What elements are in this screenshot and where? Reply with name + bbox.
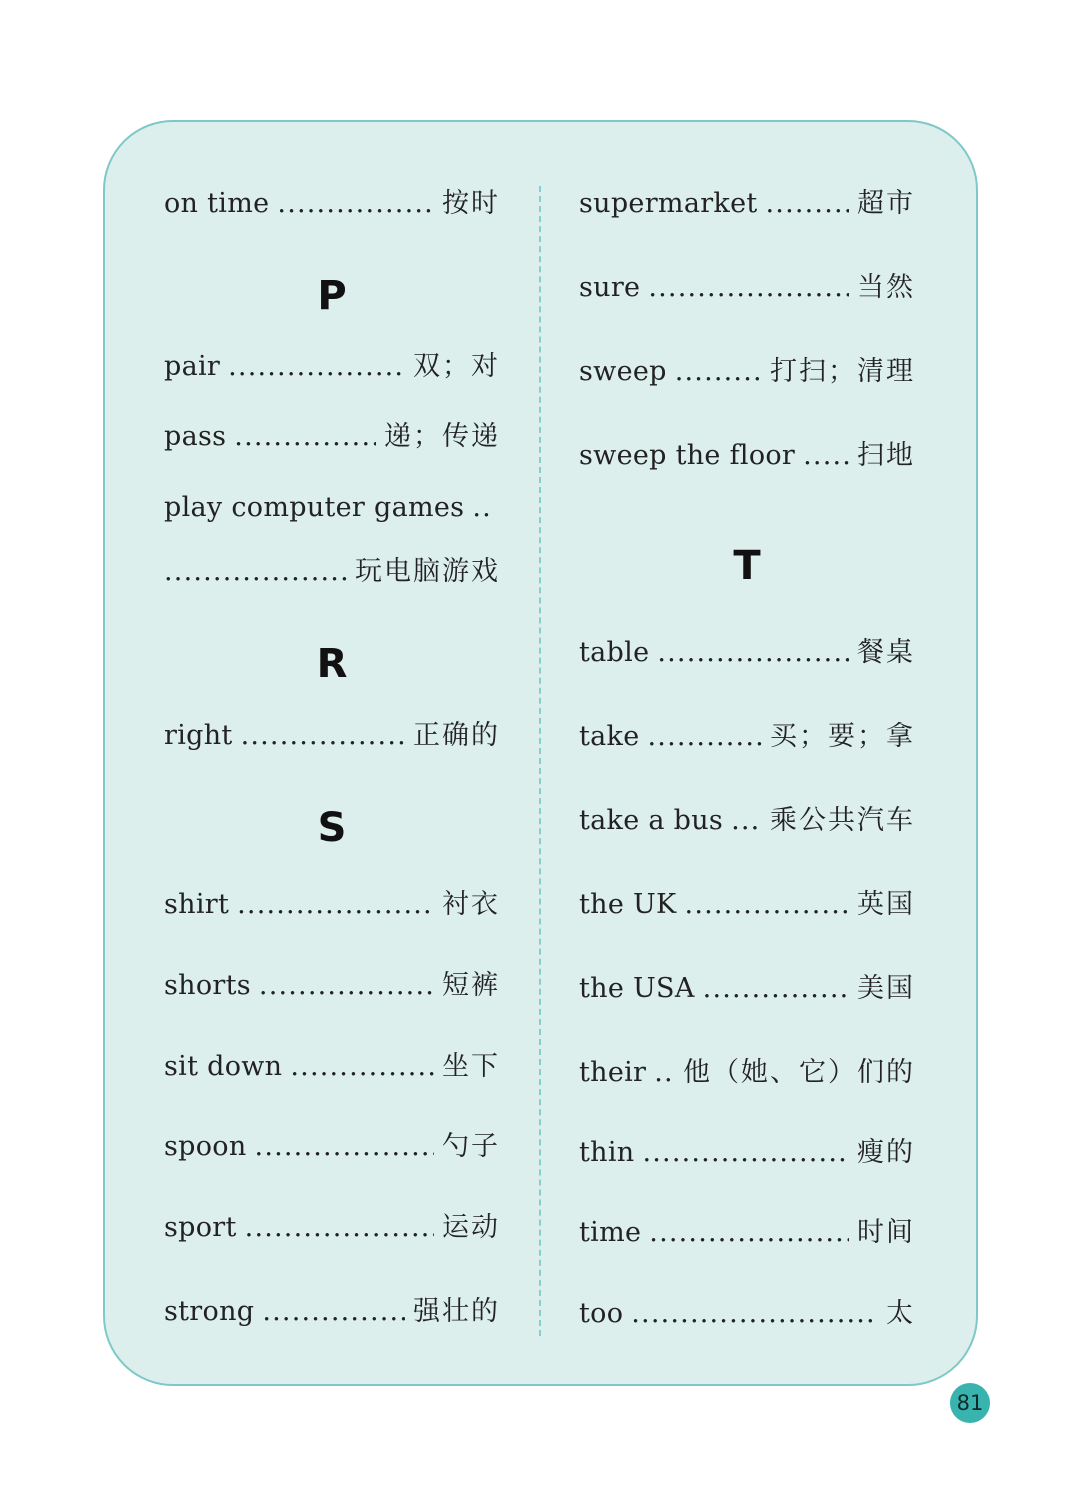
- entry-meaning: 当然: [857, 272, 915, 303]
- entry-word: sport: [164, 1212, 237, 1243]
- leader-dots: [766, 190, 849, 217]
- entry-meaning: 正确的: [413, 720, 500, 751]
- leader-dots: [642, 1139, 849, 1166]
- list-item: [579, 358, 915, 385]
- list-item: [164, 558, 500, 585]
- entry-meaning: 玩电脑游戏: [355, 556, 500, 587]
- entry-meaning: 短裤: [442, 970, 500, 1001]
- list-item: [164, 891, 500, 918]
- list-item: [579, 1139, 915, 1166]
- list-item: [579, 1219, 915, 1246]
- leader-dots: [472, 494, 492, 521]
- entry-meaning: 买；要；拿: [770, 721, 915, 752]
- entry-meaning: 太: [886, 1298, 915, 1329]
- entry-meaning: 时间: [857, 1217, 915, 1248]
- leader-dots: [648, 723, 763, 750]
- entry-word: play computer games: [164, 492, 465, 523]
- entry-word: shorts: [164, 970, 251, 1001]
- entry-word: pair: [164, 351, 221, 382]
- leader-dots: [234, 423, 376, 450]
- entry-meaning: 乘公共汽车: [770, 805, 915, 836]
- leader-dots: [731, 807, 762, 834]
- entry-word: sweep the floor: [579, 440, 796, 471]
- entry-word: thin: [579, 1137, 635, 1168]
- entry-word: the UK: [579, 889, 677, 920]
- entry-word: their: [579, 1057, 647, 1088]
- leader-dots: [241, 722, 405, 749]
- entry-word: take: [579, 721, 640, 752]
- entry-meaning: 递；传递: [384, 421, 500, 452]
- leader-dots: [654, 1059, 675, 1086]
- entry-word: sit down: [164, 1051, 283, 1082]
- section-letter-t: T: [733, 543, 761, 589]
- entry-meaning: 他（她、它）们的: [683, 1057, 915, 1088]
- entry-word: right: [164, 720, 233, 751]
- entry-word: time: [579, 1217, 642, 1248]
- leader-dots: [657, 639, 849, 666]
- leader-dots: [803, 442, 849, 469]
- leader-dots: [675, 358, 762, 385]
- entry-meaning: 瘦的: [857, 1137, 915, 1168]
- entry-word: sweep: [579, 356, 667, 387]
- leader-dots: [164, 558, 347, 585]
- list-item: [579, 639, 915, 666]
- list-item: [164, 494, 500, 521]
- leader-dots: [228, 353, 405, 380]
- leader-dots: [259, 972, 434, 999]
- leader-dots: [255, 1133, 434, 1160]
- leader-dots: [237, 891, 434, 918]
- entry-meaning: 勺子: [442, 1131, 500, 1162]
- list-item: [164, 1053, 500, 1080]
- list-item: [164, 353, 500, 380]
- entry-meaning: 衬衣: [442, 889, 500, 920]
- list-item: [579, 1059, 915, 1086]
- entry-meaning: 运动: [442, 1212, 500, 1243]
- entry-word: shirt: [164, 889, 230, 920]
- entry-word: too: [579, 1298, 624, 1329]
- leader-dots: [262, 1298, 405, 1325]
- entry-meaning: 打扫；清理: [770, 356, 915, 387]
- entry-meaning: 按时: [442, 188, 500, 219]
- entry-word: spoon: [164, 1131, 247, 1162]
- list-item: [164, 1214, 500, 1241]
- list-item: [164, 722, 500, 749]
- entry-meaning: 强壮的: [413, 1296, 500, 1327]
- entry-word: sure: [579, 272, 641, 303]
- entry-meaning: 美国: [857, 973, 915, 1004]
- list-item: [579, 975, 915, 1002]
- entry-word: supermarket: [579, 188, 758, 219]
- list-item: [579, 442, 915, 469]
- leader-dots: [649, 1219, 849, 1246]
- entry-meaning: 餐桌: [857, 637, 915, 668]
- leader-dots: [631, 1300, 878, 1327]
- list-item: [164, 190, 500, 217]
- list-item: [164, 423, 500, 450]
- entry-meaning: 超市: [857, 188, 915, 219]
- section-letter-p: P: [317, 273, 347, 319]
- section-letter-s: S: [317, 805, 347, 851]
- list-item: [579, 190, 915, 217]
- entry-word: the USA: [579, 973, 695, 1004]
- entry-word: table: [579, 637, 650, 668]
- list-item: [579, 274, 915, 301]
- entry-word: on time: [164, 188, 270, 219]
- page-number-badge: 81: [950, 1383, 990, 1423]
- section-letter-r: R: [316, 641, 348, 687]
- leader-dots: [685, 891, 849, 918]
- entry-word: strong: [164, 1296, 255, 1327]
- column-divider: [539, 186, 541, 1336]
- leader-dots: [290, 1053, 434, 1080]
- entry-meaning: 英国: [857, 889, 915, 920]
- list-item: [579, 891, 915, 918]
- leader-dots: [277, 190, 434, 217]
- entry-meaning: 坐下: [442, 1051, 500, 1082]
- leader-dots: [245, 1214, 434, 1241]
- list-item: [164, 1298, 500, 1325]
- list-item: [579, 1300, 915, 1327]
- entry-meaning: 双；对: [413, 351, 500, 382]
- list-item: [579, 723, 915, 750]
- leader-dots: [648, 274, 849, 301]
- entry-word: pass: [164, 421, 227, 452]
- list-item: [579, 807, 915, 834]
- leader-dots: [703, 975, 849, 1002]
- list-item: [164, 972, 500, 999]
- entry-meaning: 扫地: [857, 440, 915, 471]
- list-item: [164, 1133, 500, 1160]
- entry-word: take a bus: [579, 805, 724, 836]
